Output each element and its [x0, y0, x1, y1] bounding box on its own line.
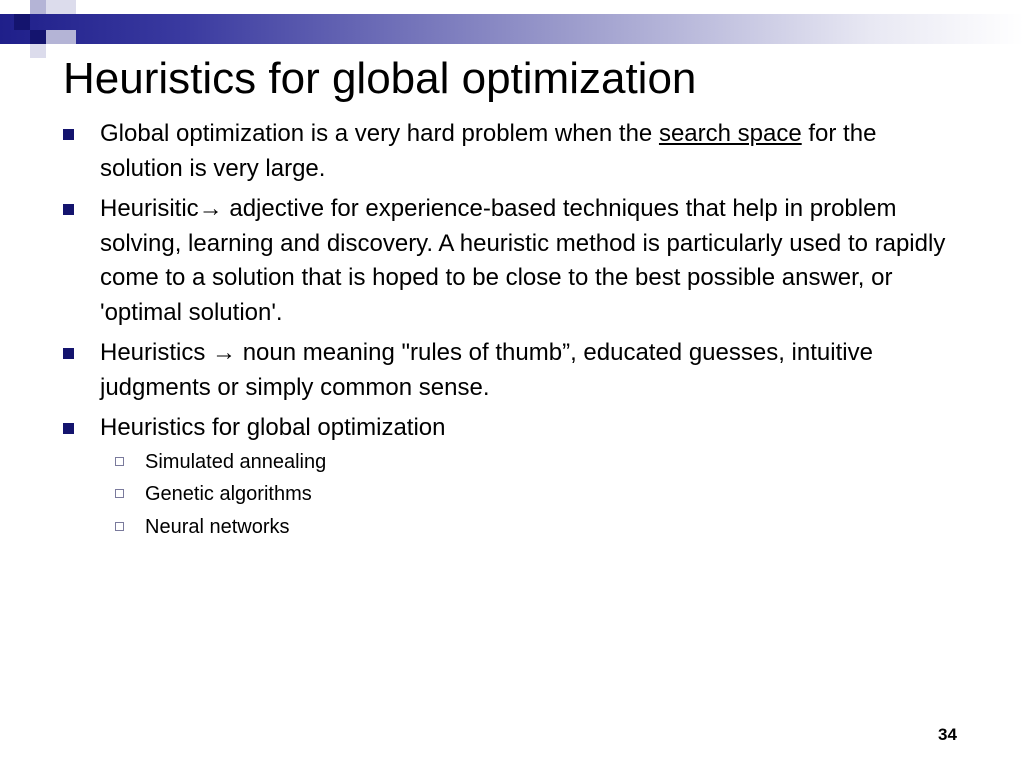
sub-bullet-item [60, 446, 960, 479]
sub-bullet-text: Simulated annealing [145, 450, 327, 473]
logo-square [30, 0, 46, 14]
sub-bullet-list [60, 446, 960, 544]
slide-title: Heuristics for global optimization [63, 54, 697, 103]
hollow-square-bullet-icon [115, 522, 124, 531]
logo-square [46, 0, 62, 14]
square-bullet-icon [63, 348, 74, 359]
logo-square [46, 30, 62, 44]
logo-square [30, 44, 46, 58]
sub-bullet-text: Neural networks [145, 515, 290, 538]
bullet-item [60, 117, 960, 186]
sub-bullet-item [60, 478, 960, 511]
logo-square [62, 0, 76, 14]
header-gradient-bar [0, 14, 1024, 44]
square-bullet-icon [63, 204, 74, 215]
bullet-item [60, 411, 960, 446]
search-space-link[interactable]: search space [658, 120, 802, 147]
bullet-text: Heuristics → noun meaning "rules of thumb”, educated guesses, intuitive judgments or simply common sense. [100, 339, 873, 401]
bullet-text: for the solution is very large. [100, 120, 877, 182]
logo-square [30, 30, 46, 44]
sub-bullet-item [60, 511, 960, 544]
bullet-text: Heuristics for global optimization [100, 414, 446, 441]
hollow-square-bullet-icon [115, 489, 124, 498]
hollow-square-bullet-icon [115, 457, 124, 466]
logo-square [62, 30, 76, 44]
page-number: 34 [938, 725, 957, 744]
bullet-text: Global optimization is a very hard problem when the [100, 120, 659, 147]
square-bullet-icon [63, 423, 74, 434]
bullet-list [60, 117, 960, 543]
square-bullet-icon [63, 129, 74, 140]
sub-bullet-text: Genetic algorithms [145, 483, 312, 505]
bullet-text: Heurisitic→ adjective for experience-based techniques that help in problem solving, learning and discovery. A heuristic method is particularly used to rapidly come to a solution that is hoped to be close to the best possible answer, or 'optimal solution'. [100, 195, 946, 326]
bullet-item [60, 192, 960, 330]
logo-square [14, 14, 30, 30]
bullet-item [60, 336, 960, 405]
